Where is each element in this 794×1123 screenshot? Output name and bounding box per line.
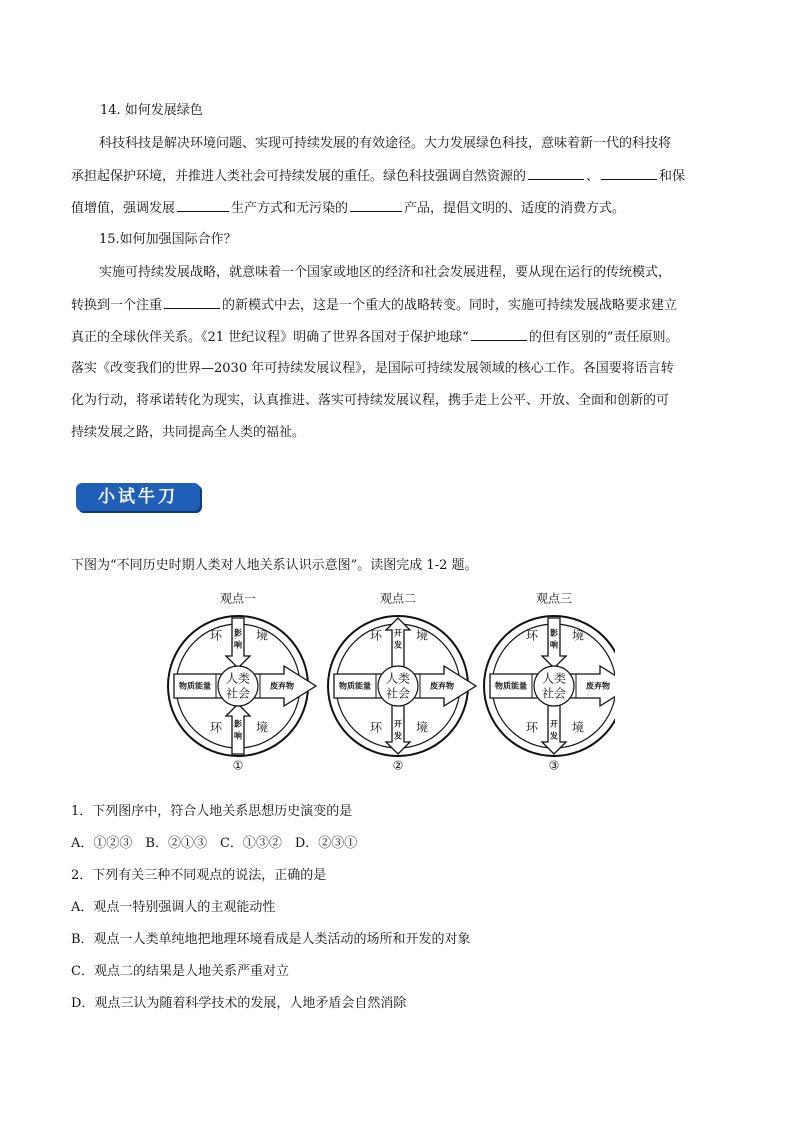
practice-banner	[76, 483, 200, 511]
section-15-line-4: 落实《改变我们的世界—2030 年可持续发展议程》，是国际可持续发展领域的核心工作。各国要将语言转	[71, 361, 674, 376]
top-arrow-label: 响	[550, 640, 558, 650]
fill-blank	[471, 328, 527, 341]
text-run: 承担起保护环境，并推进人类社会可持续发展的重任。绿色科技强调自然资源的	[71, 169, 527, 184]
env-label: 境	[255, 628, 269, 643]
question-2-option-d: D．观点三认为随着科学技术的发展，人地矛盾会自然消除	[71, 996, 407, 1011]
text-run: 转换到一个注重	[71, 298, 163, 313]
section-14-line-2	[71, 167, 685, 186]
env-label: 环	[369, 720, 383, 735]
env-label: 境	[415, 720, 429, 735]
env-label: 环	[209, 720, 223, 735]
panel-title: 观点二	[379, 591, 417, 606]
section-15-line-1: 实施可持续发展战略，就意味着一个国家或地区的经济和社会发展进程，要从现在运行的传统模式，	[99, 265, 672, 280]
center-label-top: 人类	[541, 671, 567, 686]
section-14-line-3	[71, 199, 625, 218]
env-label: 境	[571, 720, 585, 735]
text-run: 的新模式中去，这是一个重大的战略转变。同时，实施可持续发展战略要求建立	[222, 298, 678, 313]
center-label-bottom: 社会	[385, 686, 411, 701]
diagram-intro: 下图为“不同历史时期人类对人地关系认识示意图”。读图完成 1-2 题。	[71, 558, 478, 573]
panel-title: 观点三	[535, 591, 573, 606]
env-label: 环	[525, 720, 539, 735]
fill-blank	[601, 167, 657, 180]
text-run: 值增值，强调发展	[71, 201, 176, 216]
env-label: 境	[255, 720, 269, 735]
top-arrow-label: 开	[394, 628, 402, 638]
diagram-panel	[484, 591, 615, 773]
top-arrow-label: 影	[234, 628, 242, 638]
panel-title: 观点一	[219, 591, 257, 606]
left-arrow-label: 物质能量	[179, 681, 211, 691]
right-arrow-label: 废弃物	[586, 681, 610, 691]
env-label: 境	[571, 628, 585, 643]
text-run: 生产方式和无污染的	[231, 201, 349, 216]
center-label-bottom: 社会	[541, 686, 567, 701]
fill-blank	[350, 199, 402, 212]
question-1-stem: 1．下列图序中，符合人地关系思想历史演变的是	[71, 804, 353, 819]
env-label: 环	[525, 628, 539, 643]
diagram-panel	[168, 591, 316, 773]
top-arrow-label: 发	[394, 640, 402, 650]
panel-number: ③	[548, 758, 560, 773]
question-2-option-c: C．观点二的结果是人地关系严重对立	[71, 964, 289, 979]
right-arrow-label: 废弃物	[430, 681, 454, 691]
bottom-arrow-label: 响	[234, 731, 242, 741]
fill-blank	[528, 167, 584, 180]
section-14-title: 14. 如何发展绿色	[100, 103, 203, 118]
section-15-line-3	[71, 328, 678, 347]
bottom-arrow-label: 发	[394, 731, 402, 741]
bottom-arrow-label: 开	[394, 719, 402, 729]
panel-number: ②	[392, 758, 404, 773]
bottom-arrow-label: 发	[550, 731, 558, 741]
env-label: 环	[209, 628, 223, 643]
top-arrow-label: 响	[234, 640, 242, 650]
left-arrow-label: 物质能量	[339, 681, 371, 691]
section-14-line-1: 科技科技是解决环境问题、实现可持续发展的有效途径。大力发展绿色科技，意味着新一代的科技将	[99, 136, 672, 151]
bottom-arrow-label: 开	[550, 719, 558, 729]
text-run: 的但有区别的”责任原则。	[528, 330, 679, 345]
text-run: 真正的全球伙伴关系。《21 世纪议程》明确了世界各国对于保护地球“	[71, 330, 469, 345]
question-1-options: A．①②③ B．②①③ C．①③② D．②③①	[71, 836, 358, 851]
panel-number: ①	[232, 758, 244, 773]
right-arrow-label: 废弃物	[270, 681, 294, 691]
question-2-option-a: A．观点一特别强调人的主观能动性	[71, 900, 276, 915]
text-run: 、	[586, 169, 600, 184]
center-label-top: 人类	[225, 671, 251, 686]
section-15-line-6: 持续发展之路，共同提高全人类的福祉。	[71, 425, 306, 440]
section-15-line-2	[71, 296, 677, 315]
section-15-title: 15.如何加强国际合作？	[99, 232, 237, 247]
fill-blank	[177, 199, 229, 212]
fill-blank	[164, 296, 220, 309]
top-arrow-label: 影	[550, 628, 558, 638]
center-label-bottom: 社会	[225, 686, 251, 701]
env-label: 境	[415, 628, 429, 643]
question-2-stem: 2．下列有关三种不同观点的说法，正确的是	[71, 868, 327, 883]
human-environment-diagram	[165, 588, 615, 773]
bottom-arrow-label: 影	[234, 719, 242, 729]
question-2-option-b: B．观点一人类单纯地把地理环境看成是人类活动的场所和开发的对象	[71, 932, 471, 947]
section-15-line-5: 化为行动，将承诺转化为现实，认真推进、落实可持续发展议程，携手走上公平、开放、全面和创新的可	[71, 393, 670, 408]
text-run: 产品，提倡文明的、适度的消费方式。	[404, 201, 626, 216]
left-arrow-label: 物质能量	[495, 681, 527, 691]
center-label-top: 人类	[385, 671, 411, 686]
banner-label: 小试牛刀	[98, 487, 178, 507]
env-label: 环	[369, 628, 383, 643]
text-run: 和保	[659, 169, 686, 184]
diagram-panel	[328, 591, 476, 773]
